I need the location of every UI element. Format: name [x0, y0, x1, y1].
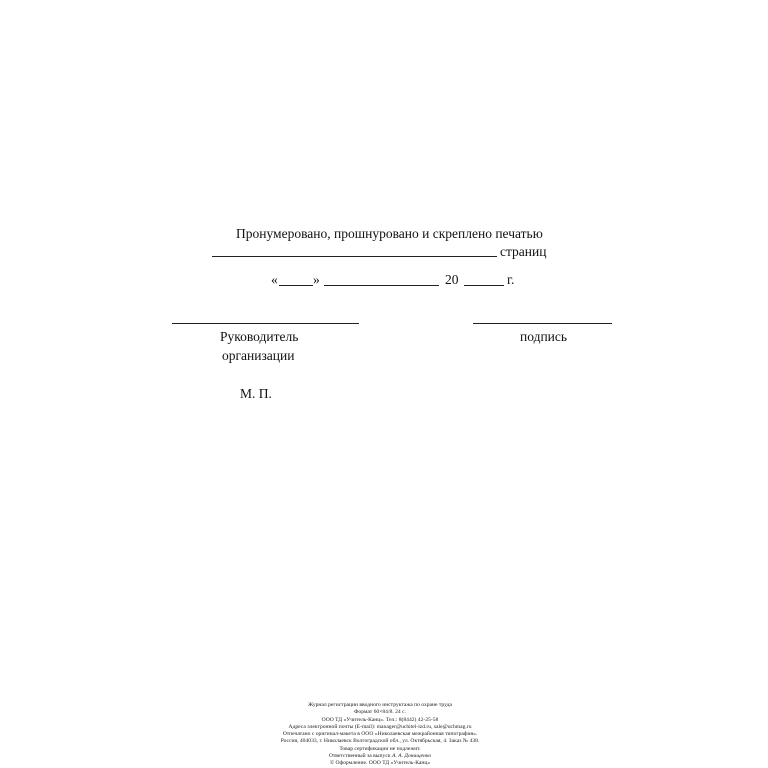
imprint-line: Товар сертификации не подлежит. — [339, 745, 421, 752]
head-name-blank — [172, 323, 359, 324]
imprint-line: Адреса электронной почты (E-mail): manager@uchitel-izd.ru, sale@uchmag.ru — [288, 723, 472, 730]
imprint-responsible-prefix: Ответственный за выпуск — [328, 753, 391, 760]
day-blank — [279, 285, 313, 286]
seal-label: М. П. — [240, 386, 272, 401]
imprint-line: © Оформление. ООО ТД «Учитель-Канц» — [329, 760, 431, 767]
date-quote-open: « — [271, 272, 278, 287]
imprint-line: Журнал регистрации вводного инструктажа по охране труда — [308, 702, 452, 708]
year-suffix: г. — [507, 272, 515, 287]
publisher-imprint — [230, 702, 530, 768]
imprint-line: Россия, 404033, г. Николаевск Волгоградской обл., ул. Октябрьская, 4. Заказ № 438. — [280, 738, 480, 745]
imprint-line: Формат 60×84/8. 24 с. — [354, 709, 406, 716]
pages-suffix: страниц — [500, 244, 547, 259]
imprint-line: Отпечатано с оригинал-макета в ООО «Николаевская межрайонная типография». — [282, 731, 478, 738]
signature-blank — [473, 323, 612, 324]
year-prefix: 20 — [445, 272, 459, 287]
year-blank — [464, 285, 504, 286]
head-label-line1: Руководитель — [220, 329, 299, 344]
certification-heading: Пронумеровано, прошнуровано и скреплено печатью — [236, 226, 543, 241]
pages-count-blank — [212, 256, 497, 257]
signature-label: подпись — [520, 329, 568, 344]
imprint-responsible-name: А. А. Донищенко — [391, 753, 432, 760]
date-quote-close: » — [313, 272, 320, 287]
imprint-line: ООО ТД «Учитель-Канц». Тел.: 8(8442) 42-25-58 — [321, 716, 439, 723]
head-label-line2: организации — [222, 348, 295, 363]
month-blank — [324, 285, 439, 286]
